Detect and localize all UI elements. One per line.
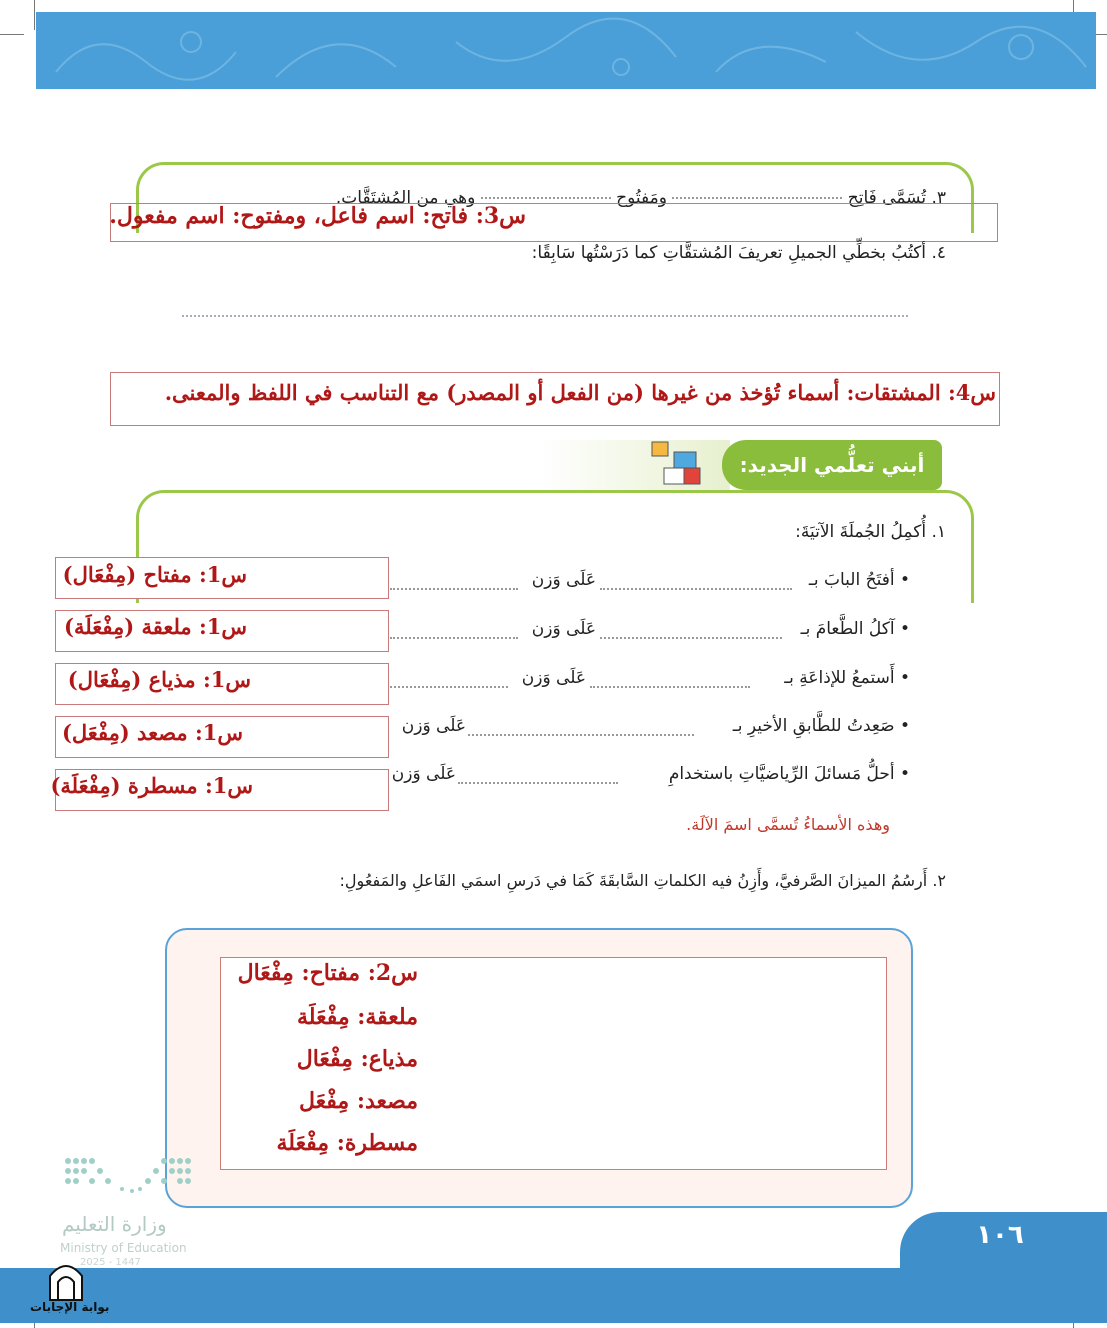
blank-line[interactable] [590, 686, 750, 688]
list-item-text: صَعِدتُ للطَّابقِ الأخيرِ بـ [732, 716, 895, 736]
blank-line[interactable] [600, 588, 792, 590]
answer-text: س1: ملعقة (مِفْعَلَة) [64, 614, 247, 639]
crop-mark [34, 0, 35, 30]
list-item-text: أفتَحُ البابَ بـ [808, 570, 895, 590]
section-tab: أبني تعلُّمي الجديد: [722, 440, 942, 490]
list-item [620, 570, 910, 590]
weight-label: عَلَى وَزن [391, 764, 456, 784]
question-number: ٣. [931, 188, 946, 208]
question-number: ٢. [932, 871, 946, 890]
answer-text: س1: مسطرة (مِفْعَلَة) [50, 773, 253, 798]
exercise-1-heading [560, 522, 946, 542]
list-item-text: آكلُ الطَّعامَ بـ [800, 619, 895, 639]
ministry-year: 2025 - 1447 [80, 1257, 141, 1268]
weight-label: عَلَى وَزن [531, 619, 596, 639]
bullet: • [899, 668, 910, 688]
question-number: ٤. [931, 243, 946, 263]
note-text: وهذه الأسماءُ تُسمَّى اسمَ الآلَة. [686, 815, 890, 834]
blank-line[interactable] [481, 197, 611, 199]
header-calligraphy-pattern [36, 12, 1096, 89]
answer-line: مذياع: مِفْعَال [296, 1046, 418, 1072]
exercise-1-prompt: أُكمِلُ الجُملَةَ الآتيَةَ: [795, 522, 927, 542]
question-number: ١. [931, 522, 946, 542]
writing-line[interactable] [182, 315, 908, 317]
header-band [36, 12, 1096, 89]
blank-line[interactable] [468, 734, 694, 736]
ministry-logo-icon [62, 1155, 198, 1197]
weight-label: عَلَى وَزن [531, 570, 596, 590]
answer-line: مسطرة: مِفْعَلَة [276, 1130, 418, 1156]
bullet: • [899, 716, 910, 736]
blank-line[interactable] [390, 686, 508, 688]
bullet: • [899, 570, 910, 590]
list-item [620, 619, 910, 639]
list-item [620, 764, 910, 784]
answer-text: س1: مفتاح (مِفْعَال) [62, 562, 247, 587]
page-number: ١٠٦ [976, 1220, 1024, 1250]
ministry-name-ar: وزارة التعليم [62, 1212, 167, 1236]
weight-label: عَلَى وَزن [401, 716, 466, 736]
gateway-label[interactable]: بوابة الإجابات [30, 1300, 110, 1314]
question-4 [420, 243, 946, 263]
list-item [660, 716, 910, 736]
ministry-name-en: Ministry of Education [60, 1241, 187, 1255]
list-item-text: أحلُّ مَسائلَ الرِّياضيَّاتِ باستخدامِ [668, 764, 895, 784]
question-3-prefix: تُسَمَّى فَاتِح [847, 188, 927, 208]
answer-line: س2: مفتاح: مِفْعَال [237, 960, 418, 986]
answer-text: س1: مذياع (مِفْعَال) [67, 667, 251, 692]
gateway-logo-icon [46, 1258, 86, 1302]
question-3-suffix: وهي من المُشتَقَّات. [335, 188, 476, 208]
answer-line: مصعد: مِفْعَل [299, 1088, 418, 1114]
question-3-middle: ومَفتُوح [616, 188, 667, 208]
blank-line[interactable] [390, 588, 518, 590]
list-item [620, 668, 910, 688]
crop-mark [0, 34, 24, 35]
blank-line[interactable] [672, 197, 842, 199]
question-4-prompt: أكتُبُ بخطِّي الجميلِ تعريفَ المُشتقَّاتِ كما دَرَسْتُها سَابِقًا: [531, 243, 927, 263]
answer-line: ملعقة: مِفْعَلَة [297, 1004, 418, 1030]
blank-line[interactable] [458, 782, 618, 784]
weight-label: عَلَى وَزن [521, 668, 586, 688]
bullet: • [899, 764, 910, 784]
footer-band [0, 1268, 1107, 1323]
cubes-icon [648, 438, 704, 488]
blank-line[interactable] [600, 637, 782, 639]
bullet: • [899, 619, 910, 639]
answer-text: س1: مصعد (مِفْعَل) [61, 720, 243, 745]
exercise-2-prompt: أَرسُمُ الميزانَ الصَّرفيَّ، وأَزِنُ فيه الكلماتِ السَّابقَةَ كَمَا في دَرسِ اسمَي الفَاعلِ والمَفعُولِ: [339, 871, 928, 890]
blank-line[interactable] [390, 637, 518, 639]
list-item-text: أَستمعُ للإذاعَةِ بـ [784, 668, 895, 688]
answer-q4: س4: المشتقات: أسماء تُؤخذ من غيرها (من الفعل أو المصدر) مع التناسب في اللفظ والمعنى. [164, 380, 996, 405]
answer-q3: س3: فاتح: اسم فاعل، ومفتوح: اسم مفعول. [109, 203, 526, 229]
exercise-2-heading [200, 871, 946, 890]
